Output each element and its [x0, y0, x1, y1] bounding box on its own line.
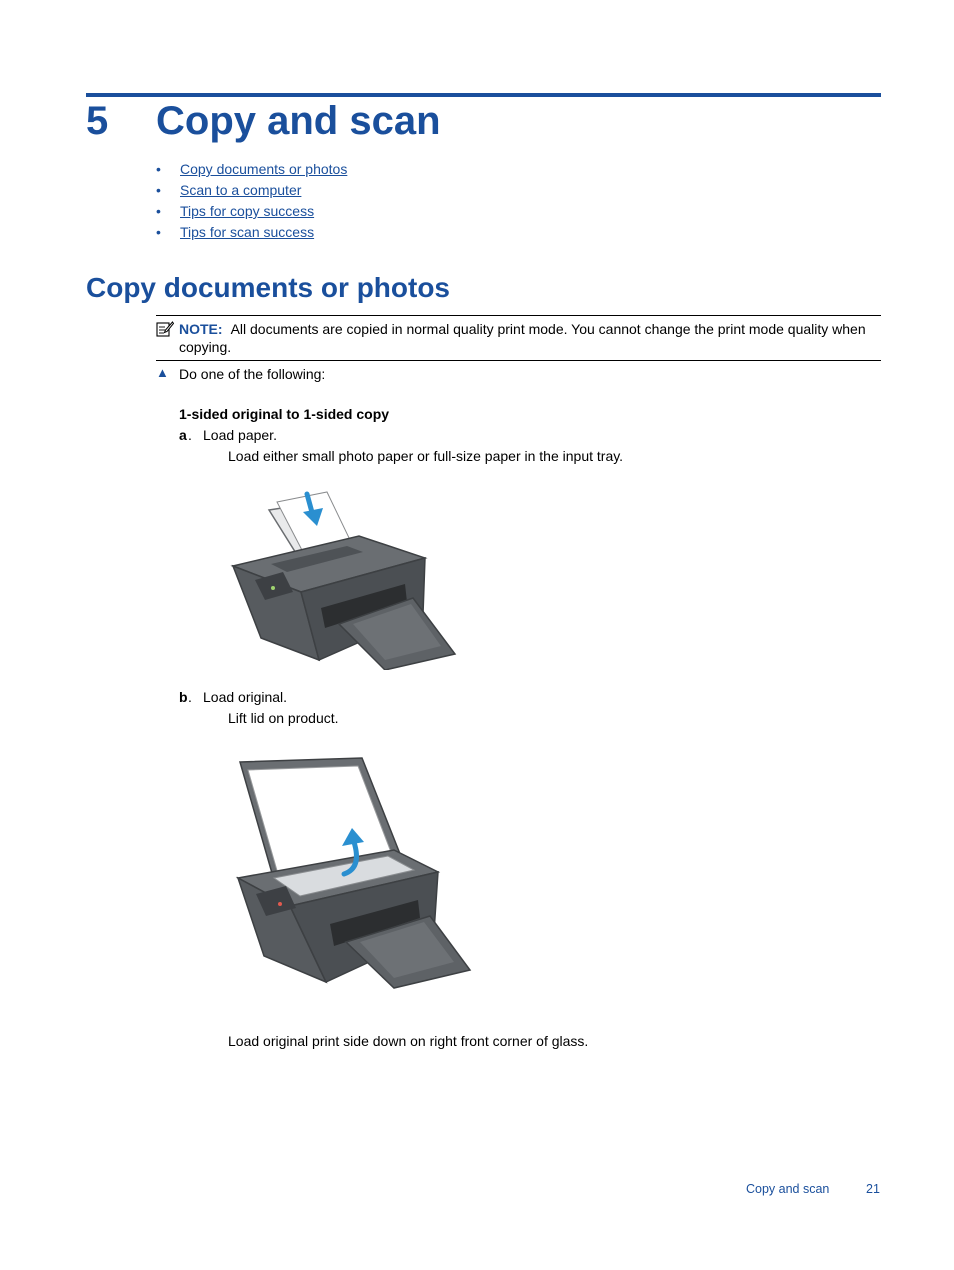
chapter-title: Copy and scan [156, 99, 441, 143]
toc-link-tips-scan[interactable]: Tips for scan success [180, 224, 315, 240]
step-letter-b: b [179, 689, 188, 705]
step-b-detail: Lift lid on product. [228, 710, 339, 726]
step-period: . [188, 689, 192, 705]
toc-link-copy-documents[interactable]: Copy documents or photos [180, 161, 348, 177]
note-top-rule [156, 315, 881, 316]
toc-item: • Tips for scan success [156, 224, 315, 240]
step-period: . [188, 427, 192, 443]
footer-page-number: 21 [866, 1182, 880, 1196]
note-pencil-icon [156, 321, 174, 342]
toc-item: • Tips for copy success [156, 203, 315, 219]
chapter-number: 5 [86, 99, 109, 143]
instruction-text: Do one of the following: [179, 366, 326, 382]
toc-item: • Copy documents or photos [156, 161, 348, 177]
step-b-text: Load original. [203, 689, 288, 705]
step-a-detail: Load either small photo paper or full-size paper in the input tray. [228, 448, 624, 464]
toc-link-tips-copy[interactable]: Tips for copy success [180, 203, 315, 219]
toc-item: • Scan to a computer [156, 182, 302, 198]
note-bottom-rule [156, 360, 881, 361]
section-title: Copy documents or photos [86, 272, 450, 303]
note-text: All documents are copied in normal quality print mode. You cannot change the print mode quality when copying. [179, 321, 866, 355]
note-label: NOTE: [179, 321, 223, 337]
step-a-text: Load paper. [203, 427, 277, 443]
printer-load-paper-illustration [229, 488, 459, 670]
triangle-marker-icon: ▲ [156, 365, 169, 380]
procedure-heading: 1-sided original to 1-sided copy [179, 406, 390, 422]
footer-title: Copy and scan [746, 1182, 830, 1196]
printer-lift-lid-illustration [234, 756, 474, 990]
step-letter-a: a [179, 427, 187, 443]
toc-link-scan-to-computer[interactable]: Scan to a computer [180, 182, 302, 198]
step-b-after: Load original print side down on right front corner of glass. [228, 1033, 589, 1049]
